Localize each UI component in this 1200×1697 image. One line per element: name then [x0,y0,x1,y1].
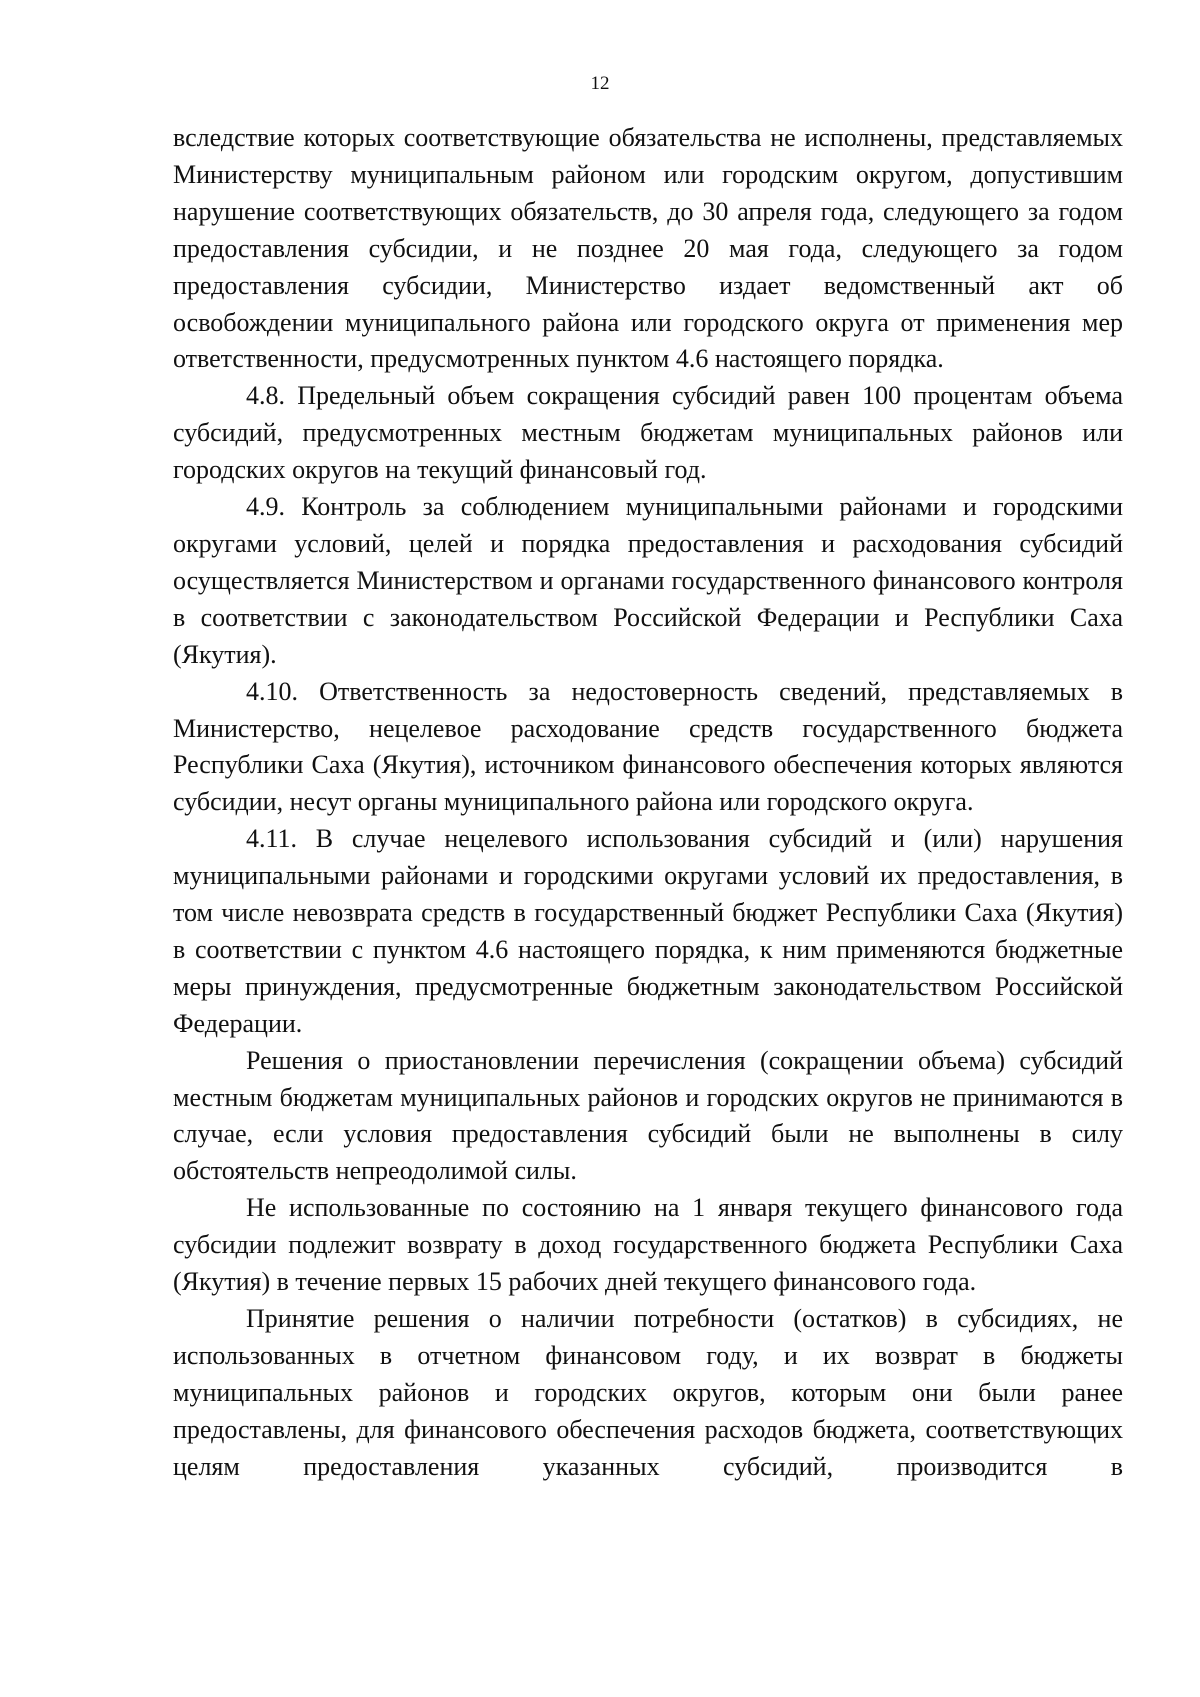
paragraph-4-8: 4.8. Предельный объем сокращения субсидий равен 100 процентам объема субсидий, предусмотренных местным бюджетам муниципальных районов или городских округов на текущий финансовый год. [173,381,1123,485]
paragraph-4-9: 4.9. Контроль за соблюдением муниципальными районами и городскими округами условий, целей и порядка предоставления и расходования субсидий осуществляется Министерством и органами государственного финансового контроля в соответствии с законодательством Российской Федерации и Республики Саха (Якутия). [173,492,1123,669]
page-number: 12 [590,73,610,94]
paragraph-continuation: вследствие которых соответствующие обязательства не исполнены, представляемых Министерству муниципальным районом или городским округом, допустившим нарушение соответствующих обязательств, до 30 апреля года, следующего за годом предоставления субсидии, и не позднее 20 мая года, следующего за годом предоставления субсидии, Министерство издает ведомственный акт об освобождении муниципального района или городского округа от применения мер ответственности, предусмотренных пунктом 4.6 настоящего порядка. [173,123,1123,374]
paragraph-remaining-balances: Принятие решения о наличии потребности (остатков) в субсидиях, не использованных в отчетном финансовом году, и их возврат в бюджеты муниципальных районов и городских округов, которым они были ранее предоставлены, для финансового обеспечения расходов бюджета, соответствующих целям предоставления указанных субсидий, производится в [173,1304,1123,1481]
paragraph-4-11: 4.11. В случае нецелевого использования субсидий и (или) нарушения муниципальными районами и городскими округами условий их предоставления, в том числе невозврата средств в государственный бюджет Республики Саха (Якутия) в соответствии с пунктом 4.6 настоящего порядка, к ним применяются бюджетные меры принуждения, предусмотренные бюджетным законодательством Российской Федерации. [173,824,1123,1038]
paragraph-suspension-decisions: Решения о приостановлении перечисления (сокращении объема) субсидий местным бюджетам муниципальных районов и городских округов не принимаются в случае, если условия предоставления субсидий были не выполнены в силу обстоятельств непреодолимой силы. [173,1045,1123,1186]
document-body [173,120,1123,1486]
paragraph-unused-subsidies: Не использованные по состоянию на 1 января текущего финансового года субсидии подлежит возврату в доход государственного бюджета Республики Саха (Якутия) в течение первых 15 рабочих дней текущего финансового года. [173,1193,1123,1297]
paragraph-4-10: 4.10. Ответственность за недостоверность сведений, представляемых в Министерство, нецелевое расходование средств государственного бюджета Республики Саха (Якутия), источником финансового обеспечения которых являются субсидии, несут органы муниципального района или городского округа. [173,676,1123,817]
